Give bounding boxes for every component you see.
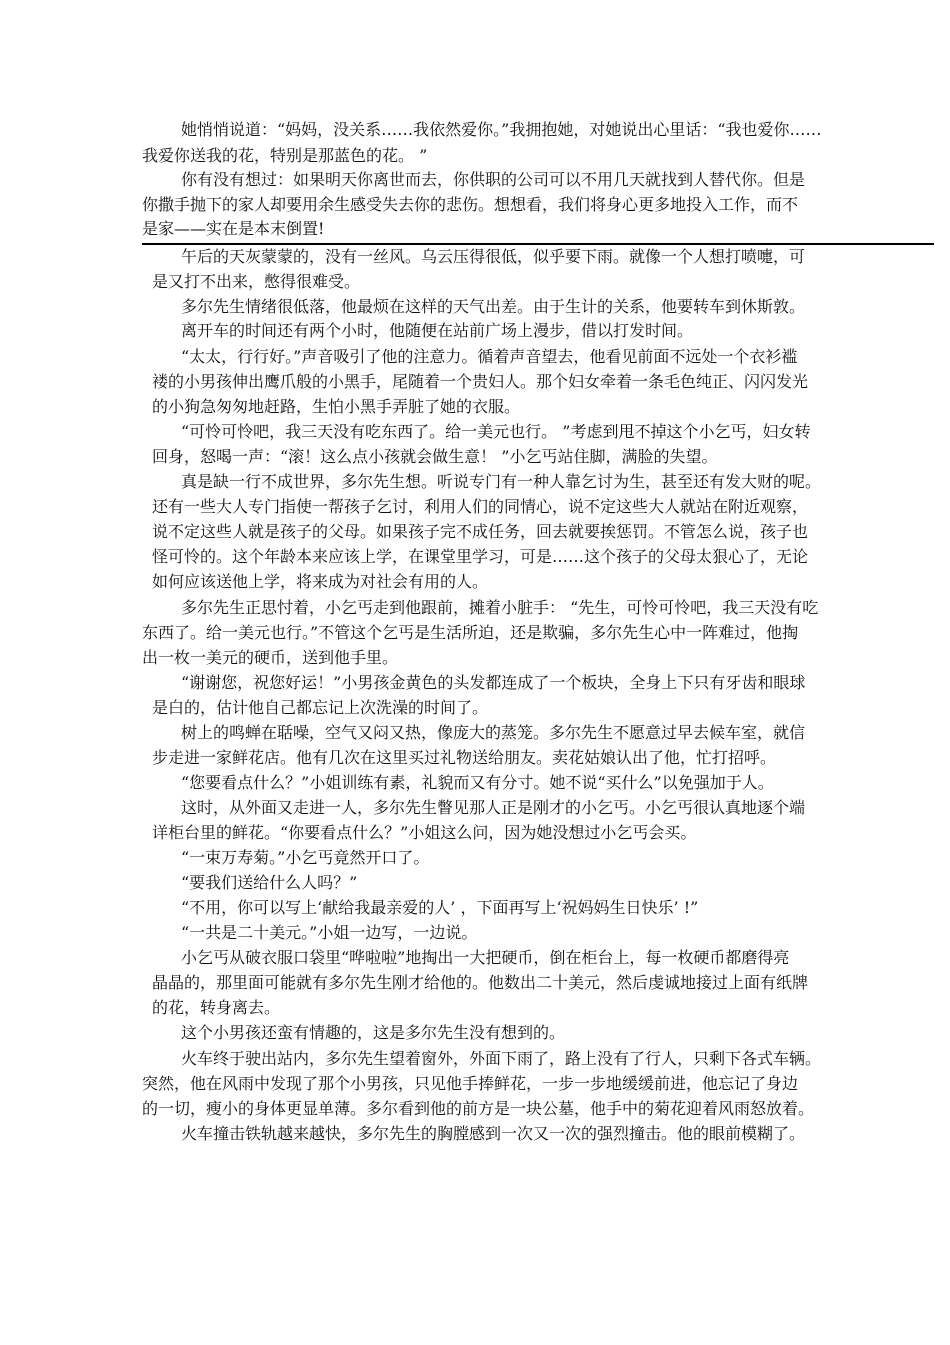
text-line: “一共是二十美元。”小姐一边写，一边说。: [181, 923, 478, 942]
text-line: “不用，你可以写上‘献给我最亲爱的人’ ，下面再写上‘祝妈妈生日快乐’ !”: [181, 898, 699, 917]
text-line: 多尔先生正思忖着，小乞丐走到他跟前，摊着小脏手： “先生，可怜可怜吧，我三天没有吃: [181, 598, 819, 617]
text-line: 小乞丐从破衣服口袋里“哗啦啦”地掏出一大把硬币，倒在柜台上，每一枚硬币都磨得亮: [181, 948, 790, 967]
text-line: 的一切，瘦小的身体更显单薄。多尔看到他的前方是一块公墓，他手中的菊花迎着风雨怒放着。: [142, 1099, 815, 1118]
text-line: 的小狗急匆匆地赶路，生怕小黑手弄脏了她的衣服。: [152, 397, 521, 416]
text-line: 多尔先生情绪很低落，他最烦在这样的天气出差。由于生计的关系，他要转车到休斯敦。: [181, 297, 806, 316]
text-line: 步走进一家鲜花店。他有几次在这里买过礼物送给朋友。卖花姑娘认出了他，忙打招呼。: [152, 748, 777, 767]
text-line: 出一枚一美元的硬币，送到他手里。: [142, 648, 399, 667]
text-line: 还有一些大人专门指使一帮孩子乞讨，利用人们的同情心，说不定这些大人就站在附近观察，: [152, 497, 809, 516]
text-line: 树上的鸣蝉在聒噪，空气又闷又热，像庞大的蒸笼。多尔先生不愿意过早去候车室，就信: [181, 723, 806, 742]
text-line: 我爱你送我的花，特别是那蓝色的花。 ”: [142, 146, 428, 165]
text-line: “可怜可怜吧，我三天没有吃东西了。给一美元也行。 ”考虑到甩不掉这个小乞丐，妇女转: [181, 422, 811, 441]
text-line: 的花，转身离去。: [152, 998, 281, 1017]
text-line: 离开车的时间还有两个小时，他随便在站前广场上漫步，借以打发时间。: [181, 321, 694, 340]
text-line: “谢谢您，祝您好运！”小男孩金黄色的头发都连成了一个板块，全身上下只有牙齿和眼球: [181, 673, 806, 692]
text-line: 你撒手抛下的家人却要用余生感受失去你的悲伤。想想看，我们将身心更多地投入工作，而不: [142, 195, 799, 214]
text-line: 是白的，估计他自己都忘记上次洗澡的时间了。: [152, 698, 489, 717]
section-divider: [142, 243, 934, 245]
text-line: “一束万寿菊。”小乞丐竟然开口了。: [181, 848, 430, 867]
text-line: 真是缺一行不成世界，多尔先生想。听说专门有一种人靠乞讨为生，甚至还有发大财的呢。: [181, 472, 822, 491]
text-line: 晶晶的，那里面可能就有多尔先生刚才给他的。他数出二十美元，然后虔诚地接过上面有纸牌: [152, 973, 809, 992]
text-line: 说不定这些人就是孩子的父母。如果孩子完不成任务，回去就要挨惩罚。不管怎么说，孩子也: [152, 522, 809, 541]
text-line: 是又打不出来，憋得很难受。: [152, 272, 361, 291]
text-line: 怪可怜的。这个年龄本来应该上学，在课堂里学习，可是……这个孩子的父母太狠心了，无论: [152, 547, 809, 566]
text-line: 午后的天灰蒙蒙的，没有一丝风。乌云压得很低，似乎要下雨。就像一个人想打喷嚏，可: [181, 247, 806, 266]
text-line: “太太，行行好。”声音吸引了他的注意力。循着声音望去，他看见前面不远处一个衣衫褴: [181, 347, 798, 366]
text-line: 是家——实在是本末倒置!: [142, 219, 325, 238]
text-line: 东西了。给一美元也行。”不管这个乞丐是生活所迫，还是欺骗，多尔先生心中一阵难过，他掏: [142, 623, 799, 642]
text-line: 突然，他在风雨中发现了那个小男孩，只见他手捧鲜花，一步一步地缓缓前进，他忘记了身边: [142, 1074, 799, 1093]
text-line: 火车终于驶出站内，多尔先生望着窗外，外面下雨了，路上没有了行人，只剩下各式车辆。: [181, 1049, 822, 1068]
text-line: 详柜台里的鲜花。“你要看点什么？”小姐这么问，因为她没想过小乞丐会买。: [152, 823, 697, 842]
text-line: 这个小男孩还蛮有情趣的，这是多尔先生没有想到的。: [181, 1023, 566, 1042]
text-line: 你有没有想过：如果明天你离世而去，你供职的公司可以不用几天就找到人替代你。但是: [181, 170, 806, 189]
text-line: 这时，从外面又走进一人，多尔先生瞥见那人正是刚才的小乞丐。小乞丐很认真地逐个端: [181, 798, 806, 817]
text-line: 火车撞击铁轨越来越快，多尔先生的胸膛感到一次又一次的强烈撞击。他的眼前模糊了。: [181, 1124, 806, 1143]
text-line: 她悄悄说道：“妈妈，没关系……我依然爱你。”我拥抱她，对她说出心里话：“我也爱你……: [181, 120, 822, 139]
text-line: 褛的小男孩伸出鹰爪般的小黑手，尾随着一个贵妇人。那个妇女牵着一条毛色纯正、闪闪发光: [152, 372, 809, 391]
text-line: 回身，怒喝一声：“滚！这么点小孩就会做生意！ ”小乞丐站住脚，满脸的失望。: [152, 447, 718, 466]
text-line: “您要看点什么？”小姐训练有素，礼貌而又有分寸。她不说“买什么”以免强加于人。: [181, 773, 774, 792]
text-line: 如何应该送他上学，将来成为对社会有用的人。: [152, 572, 489, 591]
text-line: “要我们送给什么人吗？”: [181, 873, 358, 892]
